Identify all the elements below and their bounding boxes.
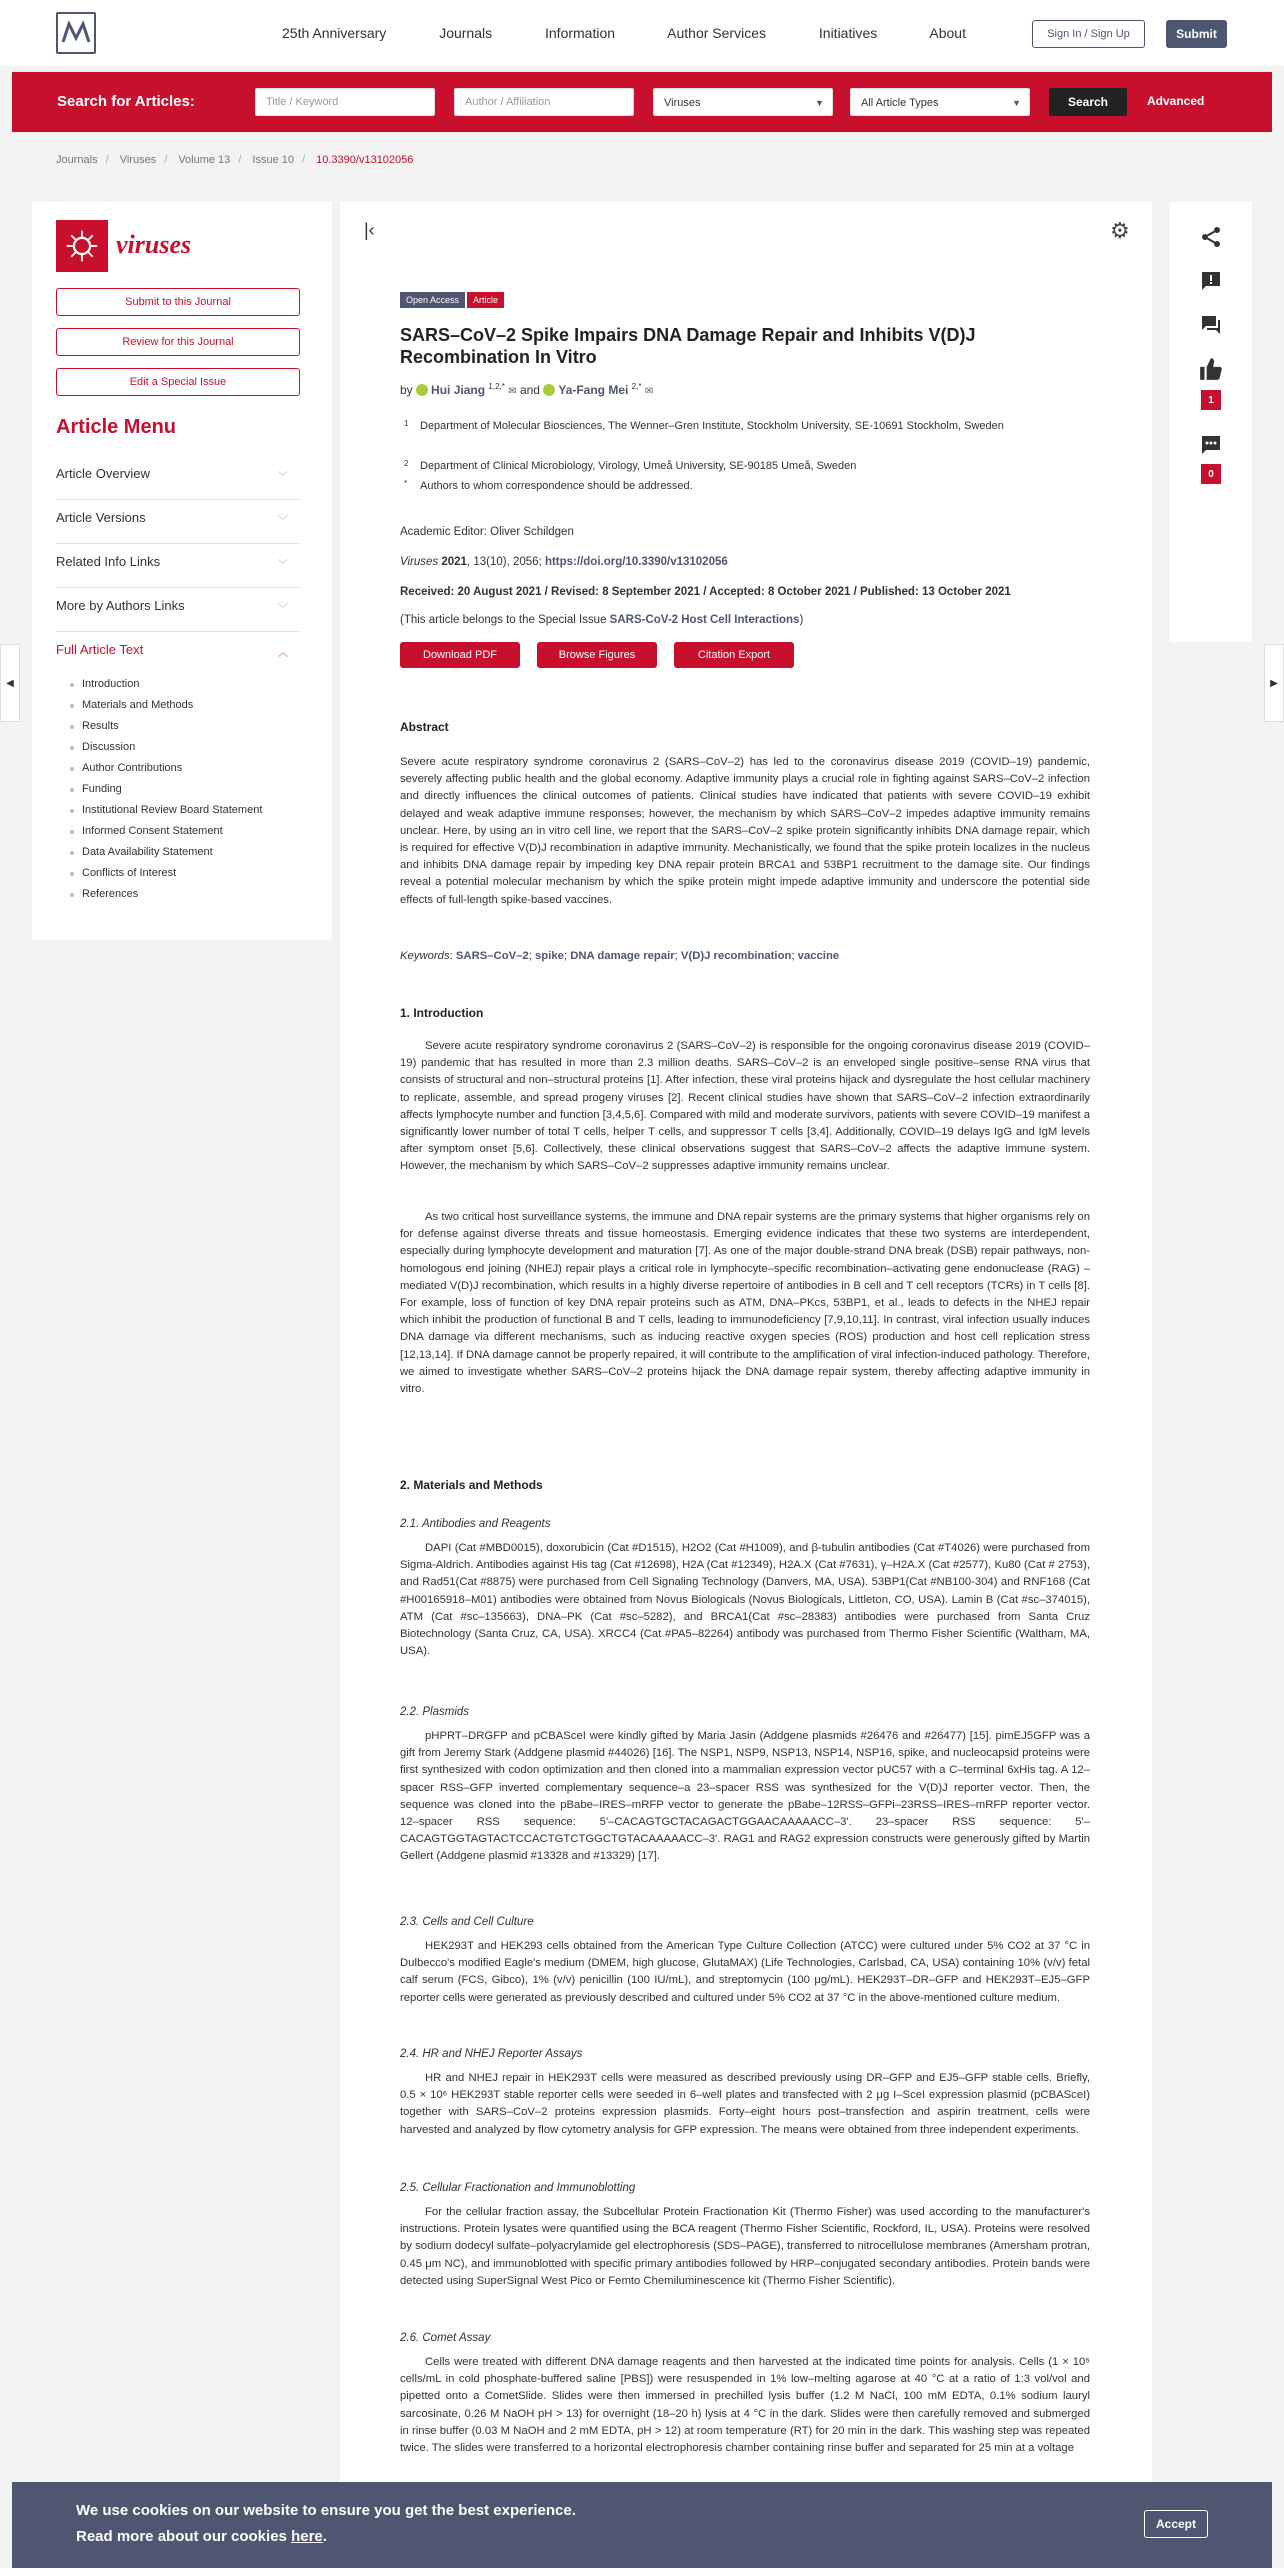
section-link[interactable]: Funding bbox=[72, 783, 262, 804]
affiliation-number: 2 bbox=[404, 459, 409, 468]
search-button[interactable]: Search bbox=[1049, 88, 1127, 116]
article-type-select[interactable] bbox=[850, 88, 1030, 116]
keywords-label: Keywords bbox=[400, 950, 450, 962]
edit-special-issue-button[interactable]: Edit a Special Issue bbox=[56, 368, 300, 396]
orcid-icon[interactable] bbox=[543, 384, 555, 396]
affiliation-text: Department of Molecular Biosciences, The Wenner–Gren Institute, Stockholm University, SE-10691 Stockholm, Sweden bbox=[420, 420, 1004, 432]
review-for-journal-button[interactable]: Review for this Journal bbox=[56, 328, 300, 356]
menu-label: More by Authors Links bbox=[56, 598, 185, 613]
section-heading: 1. Introduction bbox=[400, 1006, 484, 1020]
section-link[interactable]: References bbox=[72, 888, 262, 909]
search-label: Search for Articles: bbox=[57, 93, 195, 110]
left-sidebar bbox=[32, 202, 332, 940]
affiliation bbox=[400, 458, 1090, 474]
and-label: and bbox=[519, 383, 540, 397]
keyword-link[interactable]: V(D)J recombination bbox=[680, 950, 792, 962]
chevron-down-icon: ▼ bbox=[1012, 98, 1021, 108]
mdpi-logo[interactable] bbox=[56, 12, 96, 54]
special-issue-link[interactable]: SARS-CoV-2 Host Cell Interactions bbox=[609, 614, 800, 626]
comment-icon[interactable] bbox=[1194, 428, 1228, 462]
special-issue-suffix: ) bbox=[799, 614, 804, 626]
browse-figures-button[interactable]: Browse Figures bbox=[537, 642, 657, 668]
subsection-heading: 2.2. Plasmids bbox=[400, 1706, 470, 1718]
paragraph: Severe acute respiratory syndrome coronavirus 2 (SARS–CoV–2) is responsible for the ongoing coronavirus disease 2019 (COVID–19) pandemic that has resulted in more than 2.3 million deaths. SARS–CoV–2 is an enveloped single positive–sense RNA virus that consists of structural and non–structural proteins [1]. After infection, these viral proteins hijack and dysregulate the host cellular machinery to replicate, assemble, and spread progeny viruses [2]. Recent clinical studies have shown that SARS–CoV–2 infection extraordinarily affects lymphocyte number and function [3,4,5,6]. Compared with mild and moderate survivors, patients with severe COVID–19 manifest a significantly lower number of total T cells, helper T cells, and suppressor T cells [3,4]. Additionally, COVID–19 delays IgG and IgM levels after symptom onset [5,6]. Collectively, these clinical observations suggest that SARS–CoV–2 affects the adaptive immune system. However, the mechanism by which SARS–CoV–2 suppresses adaptive immunity remains unclear. bbox=[400, 1040, 1090, 1173]
title-keyword-input[interactable]: Title / Keyword bbox=[255, 88, 435, 116]
subsection-heading: 2.4. HR and NHEJ Reporter Assays bbox=[400, 2048, 583, 2060]
caret-right-icon: ▶ bbox=[1270, 677, 1278, 689]
article-badges bbox=[400, 292, 506, 308]
nav-25th-anniversary[interactable]: 25th Anniversary bbox=[282, 25, 387, 41]
breadcrumb-issue[interactable]: Issue 10 bbox=[252, 154, 295, 166]
section-link[interactable]: Institutional Review Board Statement bbox=[72, 804, 262, 825]
breadcrumb-volume[interactable]: Volume 13 bbox=[178, 154, 231, 166]
abstract-text: Severe acute respiratory syndrome coronavirus 2 (SARS–CoV–2) has led to the coronavirus disease 2019 (COVID–19) pandemic, severely affecting public health and the global economy. Adaptive immunity plays a crucial role in fighting against SARS–CoV–2 infection and directly influences the clinical outcomes of patients. Clinical studies have indicated that patients with severe COVID–19 exhibit delayed and weak adaptive immune responses; however, the mechanism by which SARS–CoV–2 impedes adaptive immunity remains unclear. Here, by using an in vitro cell line, we report that the SARS–CoV–2 spike protein significantly inhibits DNA damage repair, which is required for effective V(D)J recombination in adaptive immunity. Mechanistically, we found that the spike protein localizes in the nucleus and inhibits DNA damage repair by impeding key DNA repair protein BRCA1 and 53BP1 recruitment to the damage site. Our findings reveal a potential molecular mechanism by which the spike protein might impede adaptive immunity and underscore the potential side effects of full-length spike-based vaccines. bbox=[400, 756, 1090, 906]
article-menu-title: Article Menu bbox=[56, 416, 177, 438]
section-heading: 2. Materials and Methods bbox=[400, 1478, 543, 1492]
breadcrumb-viruses[interactable]: Viruses bbox=[119, 154, 157, 166]
keyword-link[interactable]: vaccine bbox=[797, 950, 840, 962]
journal-cite: Viruses bbox=[400, 556, 439, 568]
keyword-link[interactable]: SARS–CoV–2 bbox=[455, 950, 529, 962]
by-label: by bbox=[400, 383, 413, 397]
chevron-down-icon: ﹀ bbox=[278, 516, 288, 527]
menu-article-versions[interactable] bbox=[56, 510, 300, 544]
section-link[interactable]: Discussion bbox=[72, 741, 262, 762]
section-link[interactable]: Informed Consent Statement bbox=[72, 825, 262, 846]
special-issue-note bbox=[400, 614, 1090, 626]
paragraph: For the cellular fraction assay, the Subcellular Protein Fractionation Kit (Thermo Fisher) was used according to the manufacturer's instructions. Protein lysates were quantified using the BCA reagent (Thermo Fisher Scientific, Rockford, IL, USA). Proteins were resolved by sodium dodecyl sulfate–polyacrylamide gel electrophoresis (SDS–PAGE), transferred to nitrocellulose membranes (Amersham protran, 0.45 μm NC), and immunoblotted with specific primary antibodies followed by HRP–conjugated secondary antibodies. Protein bands were detected using SuperSignal West Pico or Femto Chemiluminescence kit (Thermo Fisher Scientific). bbox=[400, 2206, 1090, 2287]
submit-to-journal-button[interactable]: Submit to this Journal bbox=[56, 288, 300, 316]
affiliation-number: 1 bbox=[404, 419, 409, 428]
collapse-sidebar-icon[interactable]: |‹ bbox=[364, 220, 375, 240]
journal-select[interactable] bbox=[653, 88, 833, 116]
menu-article-overview[interactable] bbox=[56, 466, 300, 500]
volume-issue: , 13(10), 2056; bbox=[466, 556, 542, 568]
keyword-link[interactable]: DNA damage repair bbox=[570, 950, 675, 962]
breadcrumb-doi[interactable]: 10.3390/v13102056 bbox=[316, 154, 414, 166]
nav-initiatives[interactable]: Initiatives bbox=[818, 25, 878, 41]
right-action-bar bbox=[1170, 202, 1252, 642]
menu-label: Article Overview bbox=[56, 466, 150, 481]
paragraph: HR and NHEJ repair in HEK293T cells were measured as described previously using DR–GFP and EJ5–GFP stable cells. Briefly, 0.5 × 10⁶ HEK293T stable reporter cells were seeded in 6–well plates and transfected with 2 μg I–SceI expression plasmid (pCBASceI) together with SARS–CoV–2 proteins expression plasmids. Forty–eight hours post–transfection and aspirin treatment, cells were harvested and analyzed by flow cytometry analysis for GFP expression. The means were obtained from three independent experiments. bbox=[400, 2072, 1090, 2136]
download-pdf-button[interactable]: Download PDF bbox=[400, 642, 520, 668]
paragraph: DAPI (Cat #MBD0015), doxorubicin (Cat #D1515), H2O2 (Cat #H1009), and β-tubulin antibodies (Cat #T4026) were purchased from Sigma-Aldrich. Antibodies against His tag (Cat #12698), H2A (Cat #12349), H2A.X (Cat #7631), γ–H2A.X (Cat #2577), Ku80 (Cat # 2753), and Rad51(Cat #8875) were purchased from Cell Signaling Technology (Danvers, MA, USA). 53BP1(Cat #NB100-304) and RNF168 (Cat #H00165918–M01) antibodies were obtained from Novus Biologicals (Novus Biologicals, Littleton, CO, USA). Lamin B (Cat #sc–374015), ATM (Cat #sc–135663), DNA–PK (Cat #sc–5282), and BRCA1(Cat #sc–28383) antibodies were purchased from Santa Cruz Biotechnology (Santa Cruz, CA, USA). XRCC4 (Cat #PA5–82264) antibody was purchased from Thermo Fisher Scientific (Waltham, MA, USA). bbox=[400, 1542, 1090, 1658]
cookie-period: . bbox=[322, 2528, 327, 2545]
affiliation bbox=[400, 478, 1090, 494]
search-bar bbox=[12, 72, 1272, 132]
top-navigation bbox=[0, 0, 1284, 66]
menu-full-article-text[interactable] bbox=[56, 642, 300, 676]
section-link[interactable]: Conflicts of Interest bbox=[72, 867, 262, 888]
breadcrumb-journals[interactable]: Journals bbox=[56, 154, 98, 166]
nav-about[interactable]: About bbox=[929, 25, 966, 41]
keyword-link[interactable]: spike bbox=[535, 950, 564, 962]
gear-icon[interactable]: ⚙ bbox=[1110, 218, 1130, 243]
email-icon[interactable]: ✉ bbox=[508, 386, 517, 397]
comment-count: 0 bbox=[1201, 464, 1221, 484]
section-link[interactable]: Results bbox=[72, 720, 262, 741]
subsection-heading: 2.6. Comet Assay bbox=[400, 2332, 491, 2344]
accept-cookies-button[interactable]: Accept bbox=[1144, 2510, 1208, 2538]
nav-author-services[interactable]: Author Services bbox=[667, 25, 766, 41]
academic-editor: Academic Editor: Oliver Schildgen bbox=[400, 526, 574, 538]
chevron-down-icon: ﹀ bbox=[278, 604, 288, 615]
caret-left-icon: ◀ bbox=[6, 677, 14, 689]
breadcrumb: Journals / Viruses / Volume 13 / Issue 10 / 10.3390/v13102056 bbox=[56, 154, 414, 166]
citation-export-button[interactable]: Citation Export bbox=[674, 642, 794, 668]
menu-label: Full Article Text bbox=[56, 642, 144, 657]
cookie-here-link[interactable]: here bbox=[291, 2528, 323, 2545]
affiliation-text: Authors to whom correspondence should be addressed. bbox=[420, 480, 693, 492]
section-link[interactable]: Materials and Methods bbox=[72, 699, 262, 720]
affiliation bbox=[400, 418, 1090, 434]
right-panel-toggle[interactable] bbox=[1264, 644, 1284, 722]
doi-link[interactable]: https://doi.org/10.3390/v13102056 bbox=[544, 556, 728, 568]
chevron-up-icon: ︿ bbox=[278, 648, 288, 659]
chevron-down-icon: ﹀ bbox=[278, 472, 288, 483]
email-icon[interactable]: ✉ bbox=[644, 386, 654, 397]
discussion-icon[interactable] bbox=[1194, 308, 1228, 342]
signin-button[interactable]: Sign In / Sign Up bbox=[1032, 20, 1145, 48]
keywords: Keywords: SARS–CoV–2; spike; DNA damage repair; V(D)J recombination; vaccine bbox=[400, 950, 840, 962]
author-line bbox=[400, 382, 653, 397]
publication-dates: Received: 20 August 2021 / Revised: 8 September 2021 / Accepted: 8 October 2021 / Published: 13 October 2021 bbox=[400, 586, 1011, 598]
left-panel-toggle[interactable] bbox=[0, 644, 20, 722]
article-main bbox=[340, 202, 1152, 2568]
chevron-down-icon: ﹀ bbox=[278, 560, 288, 571]
section-link[interactable]: Data Availability Statement bbox=[72, 846, 262, 867]
menu-more-by-authors[interactable] bbox=[56, 598, 300, 632]
virus-icon[interactable] bbox=[56, 220, 108, 272]
special-issue-prefix: (This article belongs to the Special Issue bbox=[400, 614, 607, 626]
cookie-message: We use cookies on our website to ensure you get the best experience. bbox=[76, 2502, 576, 2519]
nav-information[interactable]: Information bbox=[545, 25, 616, 41]
section-link[interactable]: Author Contributions bbox=[72, 762, 262, 783]
section-link[interactable]: Introduction bbox=[72, 678, 262, 699]
paragraph: HEK293T and HEK293 cells obtained from the American Type Culture Collection (ATCC) were cultured under 5% CO2 at 37 °C in Dulbecco's modified Eagle's medium (DMEM, high glucose, GlutaMAX) (Life Technologies, Carlsbad, CA, USA) containing 10% (v/v) fetal calf serum (FCS, Gibco), 1% (v/v) penicillin (100 IU/mL), and streptomycin (100 μg/mL). HEK293T–DR–GFP and HEK293T–EJ5–GFP reporter cells were generated as previously described and cultured under 5% CO2 at 37 °C in the above-mentioned culture medium. bbox=[400, 1940, 1090, 2004]
article-title: SARS–CoV–2 Spike Impairs DNA Damage Repair and Inhibits V(D)J Recombination In Vitro bbox=[400, 325, 976, 367]
article-type-value: All Article Types bbox=[861, 97, 939, 109]
article-sections-list bbox=[72, 678, 262, 909]
author-superscript: 2,* bbox=[631, 382, 642, 391]
orcid-icon[interactable] bbox=[416, 384, 428, 396]
journal-name[interactable]: viruses bbox=[116, 230, 192, 259]
author-link[interactable]: Hui Jiang bbox=[431, 383, 486, 397]
affiliation-number: * bbox=[404, 479, 408, 488]
submit-button[interactable]: Submit bbox=[1166, 20, 1227, 48]
open-access-badge: Open Access bbox=[400, 292, 465, 308]
author-superscript: 1,2,* bbox=[488, 382, 505, 391]
menu-related-info-links[interactable] bbox=[56, 554, 300, 588]
subsection-heading: 2.3. Cells and Cell Culture bbox=[400, 1916, 534, 1928]
subsection-heading: 2.1. Antibodies and Reagents bbox=[400, 1518, 551, 1530]
cookie-more-text: Read more about our cookies bbox=[76, 2528, 287, 2545]
paragraph: pHPRT–DRGFP and pCBASceI were kindly gifted by Maria Jasin (Addgene plasmids #26476 and #26477) [15]. pimEJ5GFP was a gift from Jeremy Stark (Addgene plasmid #44026) [16]. The NSP1, NSP9, NSP13, NSP14, NSP16, spike, and nucleocapsid proteins were first synthesized with codon optimization and then cloned into a mammalian expression vector pUC57 with a C–terminal 6xHis tag. A 12–spacer RSS–GFP inverted complementary sequence–a 23–spacer RSS was synthesized for the V(D)J reporter vector. Then, the sequence was cloned into the pBabe–IRES–mRFP vector to generate the pBabe–12RSS–GFPi–23RSS–IRES–mRFP reporter vector. 12–spacer RSS sequence: 5'–CACAGTGCTACAGACTGGAACAAAAACC–3'. 23–spacer RSS sequence: 5'–CACAGTGGTAGTACTCCACTGTCTGGCTGTACAAAAACC–3'. RAG1 and RAG2 expression constructs were generously gifted by Martin Gellert (Addgene plasmid #13328 and #13329) [17]. bbox=[400, 1730, 1090, 1863]
menu-label: Related Info Links bbox=[56, 554, 161, 569]
year: 2021 bbox=[441, 556, 467, 568]
report-icon[interactable] bbox=[1194, 264, 1228, 298]
cookie-banner bbox=[12, 2482, 1272, 2568]
like-count: 1 bbox=[1201, 390, 1221, 410]
nav-journals[interactable]: Journals bbox=[439, 25, 493, 41]
author-affiliation-input[interactable]: Author / Affiliation bbox=[454, 88, 634, 116]
citation-line bbox=[400, 556, 1090, 568]
advanced-search-link[interactable]: Advanced bbox=[1147, 94, 1205, 108]
cookie-more-info bbox=[76, 2528, 327, 2545]
paragraph: Cells were treated with different DNA damage reagents and then harvested at the indicated time points for analysis. Cells (1 × 10⁵ cells/mL in cold phosphate-buffered saline [PBS]) were resuspended in 1% low–melting agarose at 40 °C at a ratio of 1:3 vol/vol and pipetted onto a CometSlide. Slides were then immersed in prechilled lysis buffer (1.2 M NaCl, 100 mM EDTA, 0.1% sodium lauryl sarcosinate, 0.26 M NaOH pH > 13) for overnight (18–20 h) lysis at 4 °C in the dark. Slides were then carefully removed and submerged in rinse buffer (0.03 M NaOH and 2 mM EDTA, pH > 12) at room temperature (RT) for 20 min in the dark. This washing step was repeated twice. The slides were transferred to a horizontal electrophoresis chamber containing rinse buffer and separated for 25 min at a voltage bbox=[400, 2356, 1090, 2455]
article-type-badge: Article bbox=[467, 292, 504, 308]
subsection-heading: 2.5. Cellular Fractionation and Immunoblotting bbox=[400, 2182, 636, 2194]
author-link[interactable]: Ya-Fang Mei bbox=[558, 383, 629, 397]
journal-select-value: Viruses bbox=[664, 97, 701, 109]
affiliation-text: Department of Clinical Microbiology, Virology, Umeå University, SE-90185 Umeå, Sweden bbox=[420, 460, 857, 472]
share-icon[interactable] bbox=[1194, 220, 1228, 254]
main-nav bbox=[282, 25, 1015, 41]
paragraph: As two critical host surveillance systems, the immune and DNA repair systems are the primary systems that higher organisms rely on for defense against diverse threats and tissue homeostasis. Emerging evidence indicates that these two systems are interdependent, especially during lymphocyte development and maturation [7]. As one of the major double-strand DNA break (DSB) repair pathways, non-homologous end joining (NHEJ) repair plays a critical role in lymphocyte–specific recombination–activating gene endonuclease (RAG) –mediated V(D)J recombination, which results in a highly diverse repertoire of antibodies in B cell and T cell receptors (TCRs) in T cells [8]. For example, loss of function of key DNA repair proteins such as ATM, DNA–PKcs, 53BP1, et al., leads to defects in the NHEJ repair which inhibit the production of functional B and T cells, leading to immunodeficiency [7,9,10,11]. In contrast, viral infection usually induces DNA damage via different mechanisms, such as inducing reactive oxygen species (ROS) production and host cell replication stress [12,13,14]. If DNA damage cannot be properly repaired, it will contribute to the amplification of viral infection-induced pathology. Therefore, we aimed to investigate whether SARS–CoV–2 proteins hijack the DNA damage repair system, thereby affecting adaptive immunity in vitro. bbox=[400, 1211, 1090, 1396]
menu-label: Article Versions bbox=[56, 510, 146, 525]
thumbs-up-icon[interactable] bbox=[1194, 352, 1228, 386]
abstract-heading: Abstract bbox=[400, 720, 449, 734]
chevron-down-icon: ▼ bbox=[815, 98, 824, 108]
